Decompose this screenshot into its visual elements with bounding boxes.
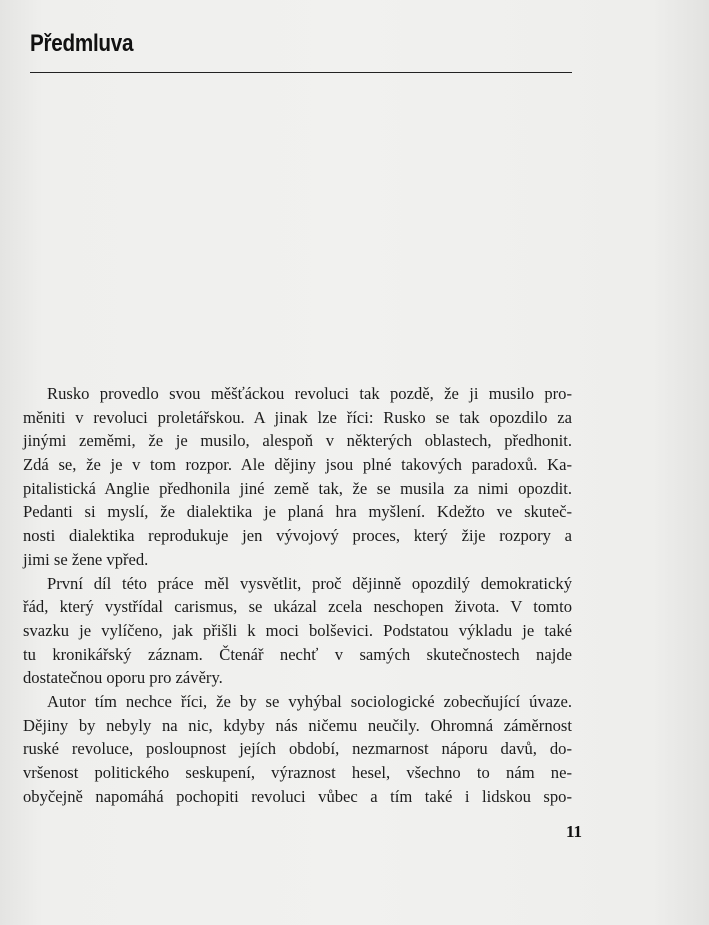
text-line: Zdá se, že je v tom rozpor. Ale dějiny jsou plné takových paradoxů. Ka-	[23, 455, 572, 475]
text-line: pitalistická Anglie předhonila jiné země tak, že se musila za nimi opozdit.	[23, 478, 572, 498]
text-line: řád, který vystřídal carismus, se ukázal zcela neschopen života. V tomto	[23, 597, 572, 617]
text-line: Dějiny by nebyly na nic, kdyby nás ničemu neučily. Ohromná záměrnost	[23, 715, 572, 735]
page-number: 11	[566, 822, 583, 841]
text-line: jimi se žene vpřed.	[23, 549, 149, 569]
text-line: obyčejně napomáhá pochopiti revoluci vůbec a tím také i lidskou spo-	[23, 786, 572, 806]
body-text	[23, 382, 572, 808]
text-line: Rusko provedlo svou měšťáckou revoluci tak pozdě, že ji musilo pro-	[47, 384, 572, 403]
text-line: nosti dialektika reprodukuje jen vývojový proces, který žije rozpory a	[23, 526, 572, 546]
text-line: tu kronikářský záznam. Čtenář nechť v samých skutečnostech najde	[23, 644, 572, 664]
chapter-heading: Předmluva	[30, 30, 134, 57]
text-line: svazku je vylíčeno, jak přišli k moci bolševici. Podstatou výkladu je také	[23, 620, 572, 640]
text-line: Pedanti si myslí, že dialektika je planá hra myšlení. Kdežto ve skuteč-	[23, 502, 572, 522]
text-line: měniti v revoluci proletářskou. A jinak lze říci: Rusko se tak opozdilo za	[23, 407, 572, 427]
heading-rule	[30, 72, 572, 73]
text-line: ruské revoluce, posloupnost jejích období, nezmarnost náporu davů, do-	[23, 739, 572, 759]
text-line: První díl této práce měl vysvětlit, proč dějinně opozdilý demokratický	[47, 573, 572, 593]
text-line: dostatečnou oporu pro závěry.	[23, 668, 223, 688]
text-line: jinými zeměmi, že je musilo, alespoň v některých oblastech, předhonit.	[23, 431, 572, 451]
text-line: Autor tím nechce říci, že by se vyhýbal sociologické zobecňující úvaze.	[47, 691, 572, 711]
text-line: vršenost politického seskupení, výraznost hesel, všechno to nám ne-	[23, 763, 572, 782]
